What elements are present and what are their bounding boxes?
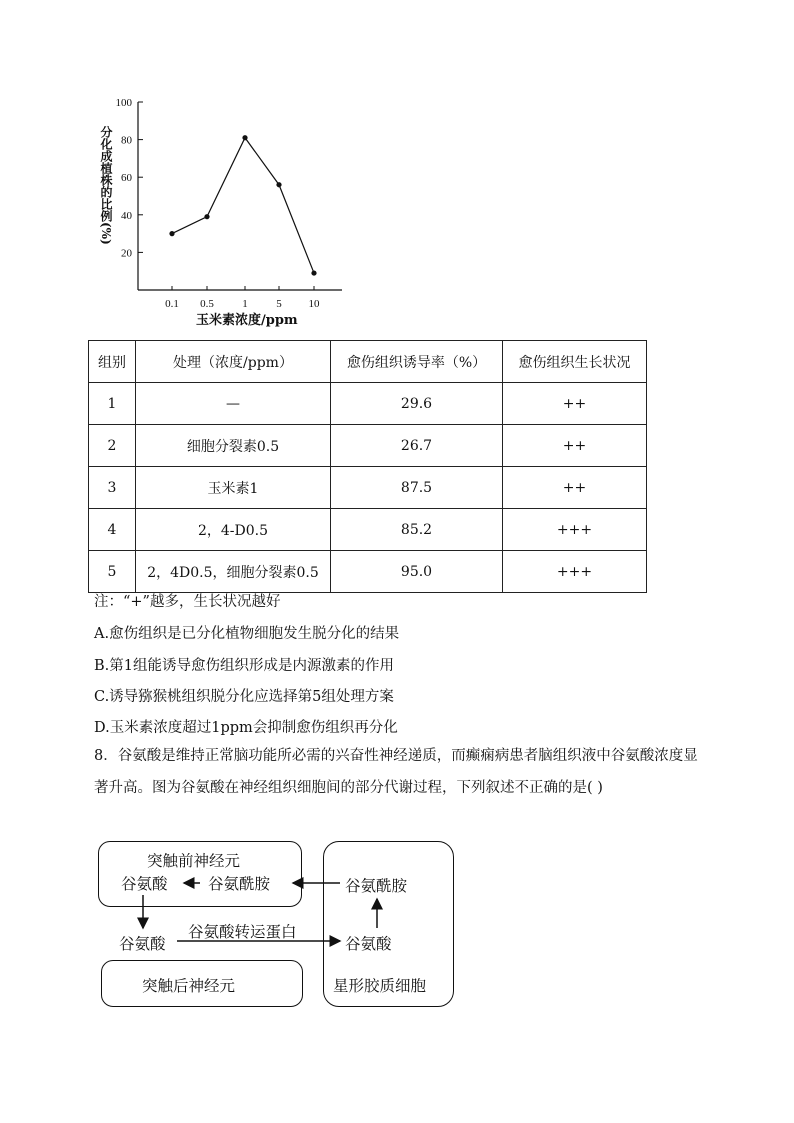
cell-group: 4 [89, 509, 136, 551]
header-group: 组别 [89, 341, 136, 383]
cell-rate: 95.0 [331, 551, 503, 593]
y-tick-label: 100 [115, 97, 132, 109]
cell-rate: 85.2 [331, 509, 503, 551]
cell-treatment: — [136, 383, 331, 425]
x-axis-label: 玉米素浓度/ppm [196, 313, 298, 328]
x-tick-label: 1 [242, 298, 248, 310]
y-tick-label: 20 [121, 247, 132, 260]
x-tick-label: 5 [276, 298, 282, 310]
glutamate-pre: 谷氨酸 [121, 875, 168, 893]
header-treatment: 处理（浓度/ppm） [136, 341, 331, 383]
x-tick-label: 10 [308, 298, 320, 310]
cell-growth: ++ [503, 383, 647, 425]
y-tick-label: 40 [121, 209, 132, 222]
cell-rate: 87.5 [331, 467, 503, 509]
option-a: A.愈伤组织是已分化植物细胞发生脱分化的结果 [94, 626, 400, 642]
cell-group: 2 [89, 425, 136, 467]
header-growth: 愈伤组织生长状况 [503, 341, 647, 383]
glutamine-pre: 谷氨酰胺 [208, 875, 271, 893]
cell-growth: ++ [503, 425, 647, 467]
cell-treatment: 2，4D0.5，细胞分裂素0.5 [136, 551, 331, 593]
y-tick-label: 80 [121, 134, 132, 147]
question-8: 8．谷氨酸是维持正常脑功能所必需的兴奋性神经递质，而癫痫病患者脑组织液中谷氨酸浓度显著升高。图为谷氨酸在神经组织细胞间的部分代谢过程，下列叙述不正确的是( ) [94, 748, 698, 796]
x-tick-label: 0.1 [165, 298, 179, 310]
cell-group: 1 [89, 383, 136, 425]
x-tick-label: 0.5 [200, 298, 214, 310]
cell-treatment: 2，4-D0.5 [136, 509, 331, 551]
option-c: C.诱导猕猴桃组织脱分化应选择第5组处理方案 [94, 689, 394, 705]
cell-rate: 26.7 [331, 425, 503, 467]
astrocyte-label: 星形胶质细胞 [333, 977, 427, 995]
glutamate-cleft: 谷氨酸 [119, 935, 166, 953]
presynaptic-label: 突触前神经元 [147, 852, 241, 870]
y-tick-label: 60 [121, 172, 132, 185]
cell-treatment: 细胞分裂素0.5 [136, 425, 331, 467]
cell-growth: ++ [503, 467, 647, 509]
glutamate-astrocyte: 谷氨酸 [345, 935, 392, 953]
option-d: D.玉米素浓度超过1ppm会抑制愈伤组织再分化 [94, 720, 398, 736]
cell-growth: +++ [503, 551, 647, 593]
cell-group: 3 [89, 467, 136, 509]
cell-treatment: 玉米素1 [136, 467, 331, 509]
cell-growth: +++ [503, 509, 647, 551]
table-note: 注：“+”越多，生长状况越好 [94, 594, 281, 610]
cell-rate: 29.6 [331, 383, 503, 425]
header-induction-rate: 愈伤组织诱导率（%） [331, 341, 503, 383]
option-b: B.第1组能诱导愈伤组织形成是内源激素的作用 [94, 658, 394, 674]
cell-group: 5 [89, 551, 136, 593]
y-axis-label: 分化成植株的比例(%) [99, 126, 113, 245]
glutamine-astrocyte: 谷氨酰胺 [345, 877, 408, 895]
postsynaptic-label: 突触后神经元 [142, 977, 236, 995]
transporter-label: 谷氨酸转运蛋白 [188, 923, 297, 941]
